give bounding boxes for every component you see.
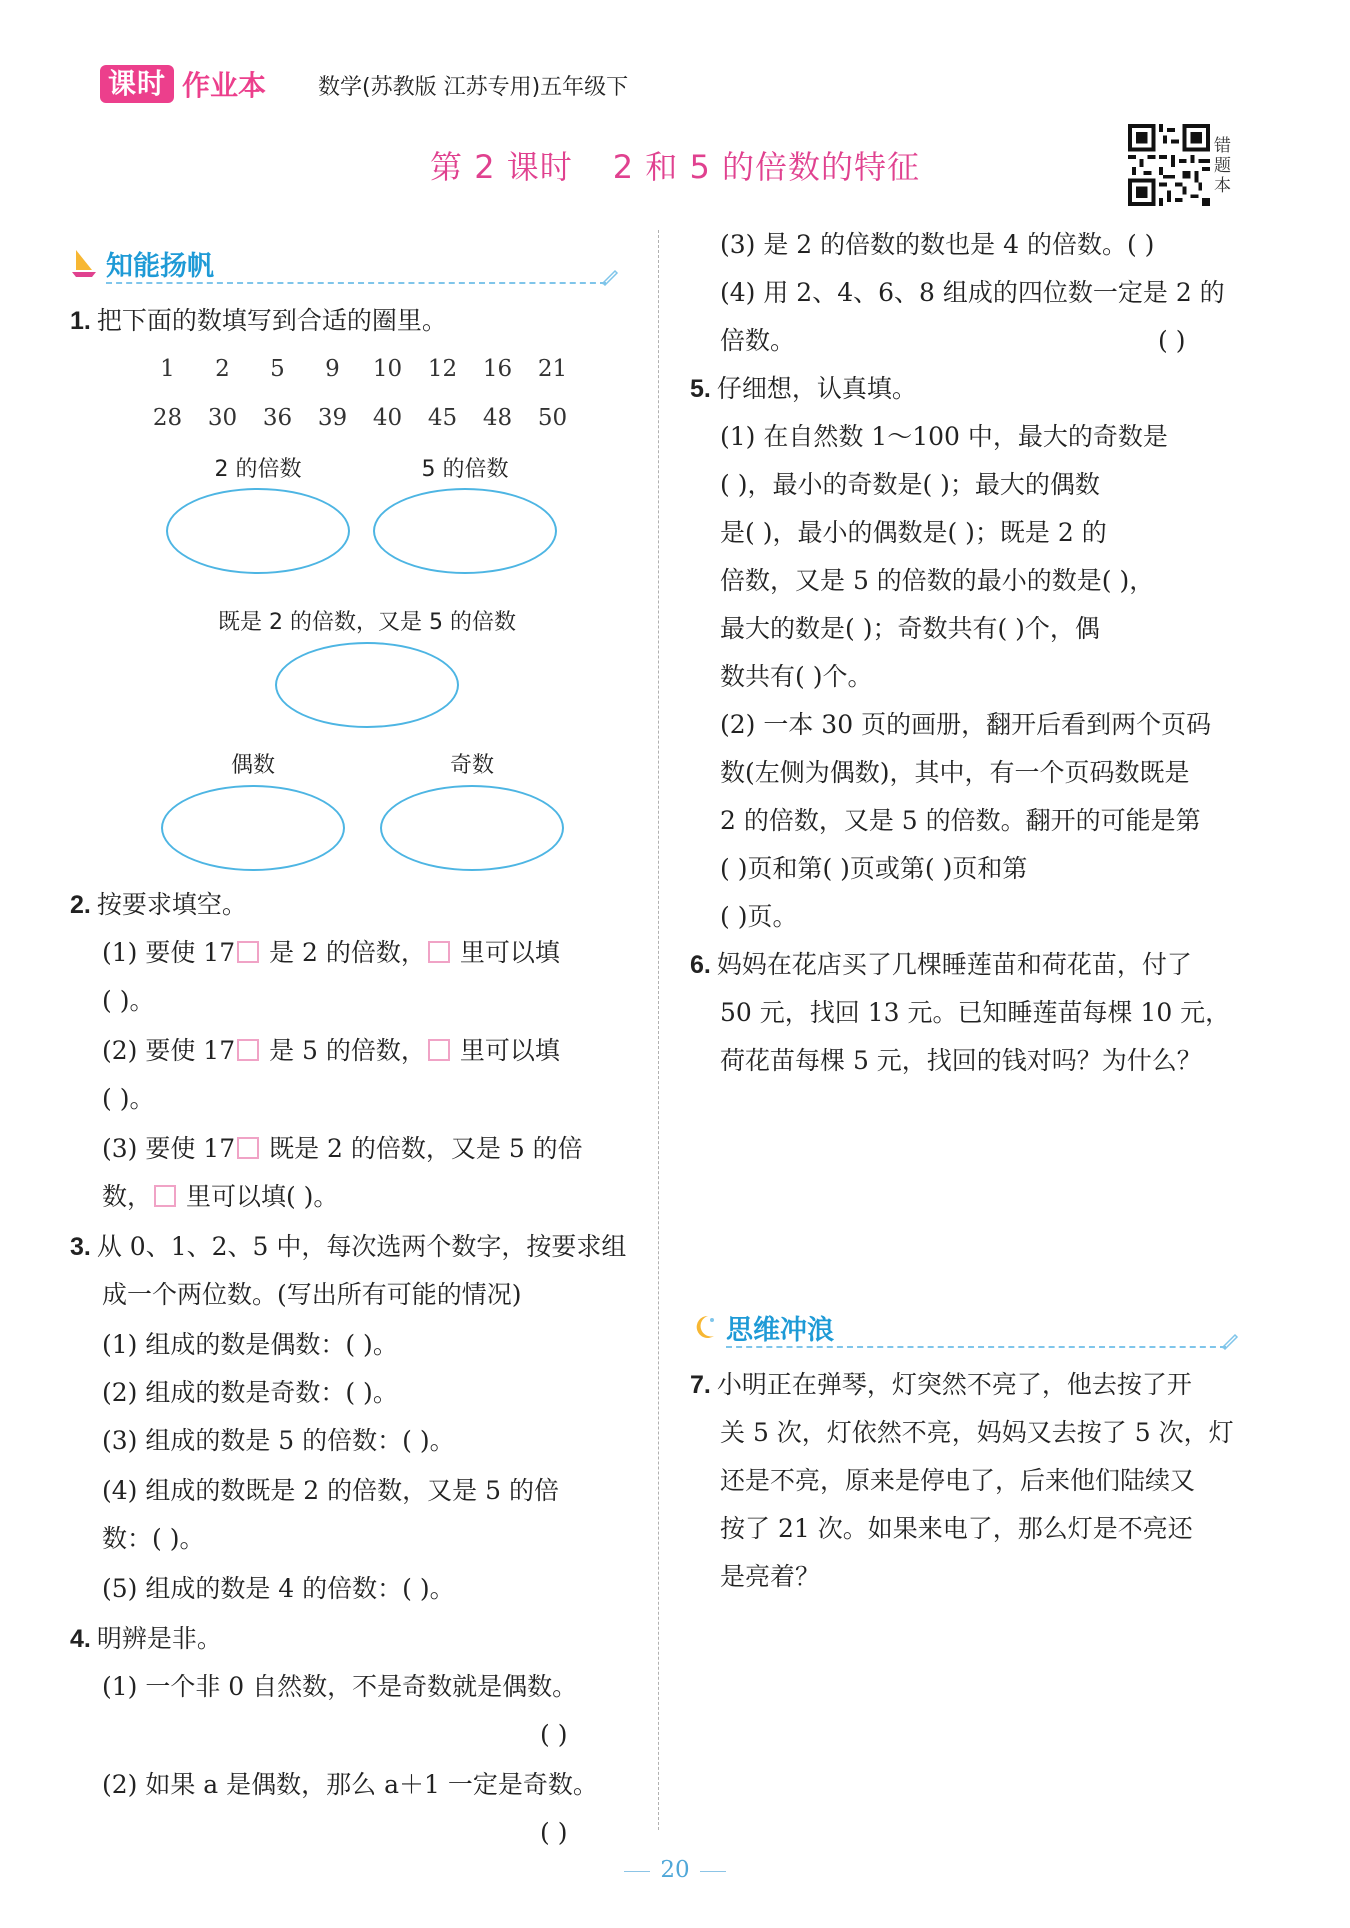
text-segment: 是 2 的倍数， <box>261 938 426 967</box>
number-cell: 1 <box>160 356 175 382</box>
q5-line-7: (2) 一本 30 页的画册，翻开后看到两个页码 <box>720 710 1212 739</box>
brand <box>100 64 266 104</box>
number-cell: 39 <box>317 405 348 431</box>
q3-sub-1[interactable]: (1) 组成的数是偶数：( )。 <box>102 1330 398 1359</box>
q6-answer-area[interactable] <box>720 1090 1250 1280</box>
q4-sub-4-answer[interactable]: ( ) <box>1158 326 1186 355</box>
number-cell: 36 <box>262 405 293 431</box>
q5-line-9: 2 的倍数，又是 5 的倍数。翻开的可能是第 <box>720 806 1201 835</box>
q5-line-4[interactable]: 倍数，又是 5 的倍数的最小的数是( )， <box>720 566 1155 595</box>
question-text: 妈妈在花店买了几棵睡莲苗和荷花苗，付了 <box>716 950 1192 979</box>
text-segment: 既是 2 的倍数，又是 5 的倍 <box>261 1134 583 1163</box>
blank-box[interactable] <box>428 1039 450 1061</box>
moon-icon <box>690 1310 718 1344</box>
q7-line-4: 按了 21 次。如果来电了，那么灯是不亮还 <box>720 1514 1193 1543</box>
number-cell: 30 <box>207 405 238 431</box>
number-cell: 28 <box>152 405 183 431</box>
q2-sub-3-cont <box>102 1180 338 1214</box>
question-text: 把下面的数填写到合适的圈里。 <box>96 306 447 335</box>
section-underline <box>106 282 606 284</box>
q4-sub-3[interactable]: (3) 是 2 的倍数的数也是 4 的倍数。( ) <box>720 230 1155 259</box>
q2-sub-2-answer[interactable]: ( )。 <box>102 1084 155 1113</box>
question-number: 5. <box>690 375 711 403</box>
number-row-1 <box>140 356 580 382</box>
number-cell: 2 <box>215 356 230 382</box>
brand-logo: 课时 <box>100 65 174 103</box>
q6-line-2: 50 元，找回 13 元。已知睡莲苗每棵 10 元， <box>720 998 1231 1027</box>
q4-sub-1-answer[interactable]: ( ) <box>540 1720 568 1749</box>
q4-sub-1: (1) 一个非 0 自然数，不是奇数就是偶数。 <box>102 1672 578 1701</box>
question-number: 7. <box>690 1371 711 1399</box>
q4-sub-4: (4) 用 2、4、6、8 组成的四位数一定是 2 的 <box>720 278 1225 307</box>
answer-oval-multiple-of-2[interactable] <box>166 488 350 574</box>
q2-sub-2 <box>102 1034 560 1068</box>
section-header-zhineng <box>70 244 620 284</box>
q3-sub-5[interactable]: (5) 组成的数是 4 的倍数：( )。 <box>102 1574 455 1603</box>
question-text: 从 0、1、2、5 中，每次选两个数字，按要求组 <box>96 1232 627 1261</box>
answer-oval-multiple-of-5[interactable] <box>373 488 557 574</box>
q3-sub-4: (4) 组成的数既是 2 的倍数，又是 5 的倍 <box>102 1476 559 1505</box>
question-3 <box>70 1230 626 1264</box>
qr-code-icon[interactable] <box>1128 124 1210 206</box>
question-6 <box>690 948 1192 982</box>
text-segment: 里可以填 <box>451 1036 560 1065</box>
q2-sub-1 <box>102 936 560 970</box>
sailboat-icon <box>70 246 98 280</box>
question-4 <box>70 1622 222 1656</box>
q2-sub-1-answer[interactable]: ( )。 <box>102 986 155 1015</box>
question-number: 2. <box>70 891 91 919</box>
q5-line-1: (1) 在自然数 1～100 中，最大的奇数是 <box>720 422 1168 451</box>
blank-box[interactable] <box>237 1137 259 1159</box>
question-5 <box>690 372 917 406</box>
question-1 <box>70 304 447 338</box>
q3-sub-3[interactable]: (3) 组成的数是 5 的倍数：( )。 <box>102 1426 455 1455</box>
oval-label-odd: 奇数 <box>449 753 494 778</box>
q4-sub-4-cont: 倍数。 <box>720 326 796 355</box>
section-title: 知能扬帆 <box>106 251 214 282</box>
number-cell: 16 <box>482 356 513 382</box>
question-text: 按要求填空。 <box>96 890 247 919</box>
number-cell: 50 <box>537 405 568 431</box>
oval-label-multiple-of-5: 5 的倍数 <box>421 457 509 482</box>
question-number: 6. <box>690 951 711 979</box>
q5-line-6[interactable]: 数共有( )个。 <box>720 662 873 691</box>
book-subtitle: 数学(苏教版 江苏专用)五年级下 <box>318 75 629 100</box>
question-7 <box>690 1368 1192 1402</box>
answer-oval-odd[interactable] <box>380 785 564 871</box>
q7-line-2: 关 5 次，灯依然不亮，妈妈又去按了 5 次，灯 <box>720 1418 1234 1447</box>
blank-box[interactable] <box>237 1039 259 1061</box>
oval-label-multiple-of-2: 2 的倍数 <box>214 457 302 482</box>
page-number: 20 <box>660 1857 690 1883</box>
number-row-2 <box>140 405 580 431</box>
text-segment: (3) 要使 17 <box>102 1134 236 1163</box>
lesson-number: 第 2 课时 <box>430 148 573 186</box>
answer-oval-even[interactable] <box>161 785 345 871</box>
blank-box[interactable] <box>154 1185 176 1207</box>
q5-line-5[interactable]: 最大的数是( )；奇数共有( )个，偶 <box>720 614 1100 643</box>
text-segment: (1) 要使 17 <box>102 938 236 967</box>
q7-line-3: 还是不亮，原来是停电了，后来他们陆续又 <box>720 1466 1196 1495</box>
number-cell: 21 <box>537 356 568 382</box>
number-cell: 9 <box>325 356 340 382</box>
q5-line-10[interactable]: ( )页和第( )页或第( )页和第 <box>720 854 1028 883</box>
number-cell: 12 <box>427 356 458 382</box>
pen-icon <box>600 266 620 286</box>
number-cell: 40 <box>372 405 403 431</box>
question-3-cont: 成一个两位数。(写出所有可能的情况) <box>102 1280 522 1309</box>
text-segment: 数， <box>102 1182 153 1211</box>
question-text: 明辨是非。 <box>96 1624 222 1653</box>
number-cell: 48 <box>482 405 513 431</box>
section-header-siwei <box>690 1308 1240 1348</box>
brand-name: 作业本 <box>182 69 267 102</box>
blank-box[interactable] <box>428 941 450 963</box>
q3-sub-2[interactable]: (2) 组成的数是奇数：( )。 <box>102 1378 398 1407</box>
number-cell: 5 <box>270 356 285 382</box>
question-text: 仔细想，认真填。 <box>716 374 917 403</box>
q5-line-3[interactable]: 是( )，最小的偶数是( )；既是 2 的 <box>720 518 1107 547</box>
oval-label-even: 偶数 <box>230 753 275 778</box>
question-text: 小明正在弹琴，灯突然不亮了，他去按了开 <box>716 1370 1192 1399</box>
section-title: 思维冲浪 <box>726 1315 834 1346</box>
question-number: 1. <box>70 307 91 335</box>
number-cell: 45 <box>427 405 458 431</box>
q4-sub-2-answer[interactable]: ( ) <box>540 1818 568 1847</box>
question-number: 3. <box>70 1233 91 1261</box>
question-2 <box>70 888 247 922</box>
pen-icon <box>1220 1330 1240 1350</box>
number-cell: 10 <box>372 356 403 382</box>
text-segment: 是 5 的倍数， <box>261 1036 426 1065</box>
q5-line-2[interactable]: ( )，最小的奇数是( )；最大的偶数 <box>720 470 1100 499</box>
q5-line-11[interactable]: ( )页。 <box>720 902 798 931</box>
section-underline <box>726 1346 1226 1348</box>
column-divider <box>658 230 659 1830</box>
question-number: 4. <box>70 1625 91 1653</box>
text-segment: 里可以填( )。 <box>178 1182 339 1211</box>
q3-sub-4-answer[interactable]: 数：( )。 <box>102 1524 205 1553</box>
answer-oval-both[interactable] <box>275 642 459 728</box>
q7-line-5: 是亮着？ <box>720 1562 821 1591</box>
q4-sub-2: (2) 如果 a 是偶数，那么 a＋1 一定是奇数。 <box>102 1770 598 1799</box>
blank-box[interactable] <box>237 941 259 963</box>
page-footer <box>0 1857 1350 1883</box>
error-book-label: 错题本 <box>1214 136 1231 196</box>
q5-line-8: 数(左侧为偶数)，其中，有一个页码数既是 <box>720 758 1190 787</box>
text-segment: (2) 要使 17 <box>102 1036 236 1065</box>
lesson-topic: 2 和 5 的倍数的特征 <box>612 148 920 186</box>
text-segment: 里可以填 <box>451 938 560 967</box>
oval-label-both: 既是 2 的倍数，又是 5 的倍数 <box>218 610 516 635</box>
q2-sub-3 <box>102 1132 583 1166</box>
q6-line-3: 荷花苗每棵 5 元，找回的钱对吗？为什么？ <box>720 1046 1202 1075</box>
